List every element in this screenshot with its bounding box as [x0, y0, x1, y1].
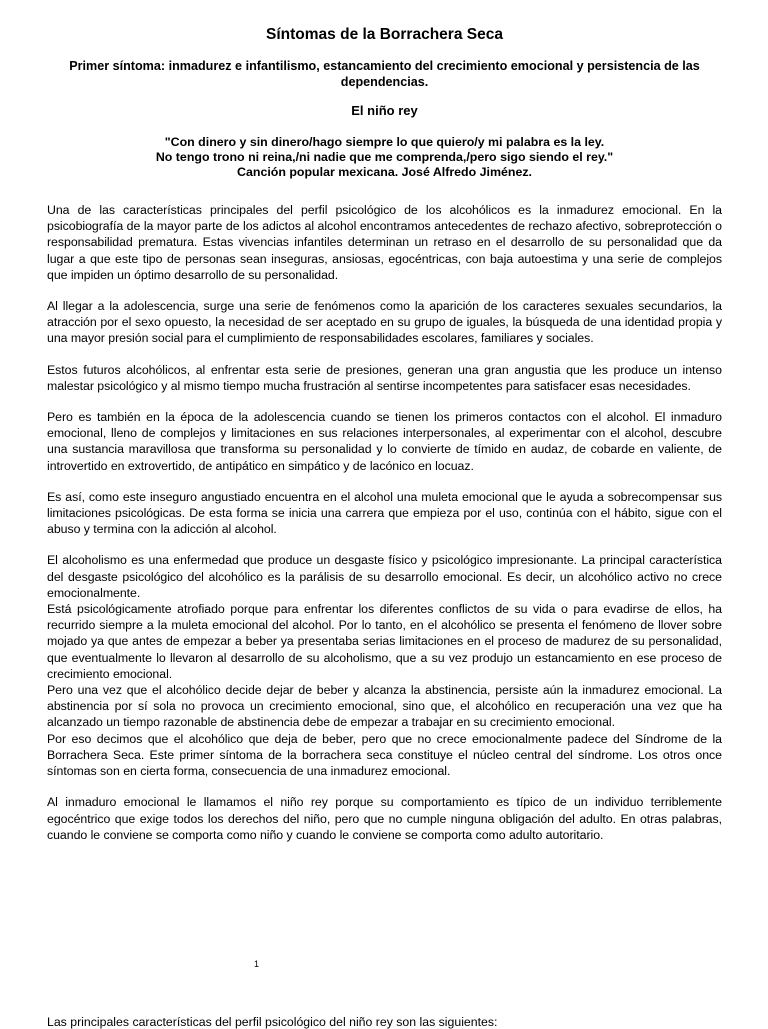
document-body — [47, 202, 722, 843]
paragraph: Es así, como este inseguro angustiado encuentra en el alcohol una muleta emocional que le ayuda a sobrecompensar sus limitaciones psicológicas. De esta forma se inicia una carrera que empieza por el uso, continúa con el hábito, sigue con el abuso y termina con la adicción al alcohol. — [47, 489, 722, 537]
paragraph: Al llegar a la adolescencia, surge una serie de fenómenos como la aparición de los caracteres sexuales secundarios, la atracción por el sexo opuesto, la necesidad de ser aceptado en su grupo de iguales, la búsqueda de una identidad propia y una mayor presión social para el cumplimiento de responsabilidades escolares, familiares y sociales. — [47, 299, 722, 346]
paragraph: Está psicológicamente atrofiado porque para enfrentar los diferentes conflictos de su vida o para evadirse de ellos, ha recurrido siempre a la muleta emocional del alcohol. Por lo tanto, en el alcohólico se presenta el fenómeno de llover sobre mojado ya que antes de empezar a beber ya presentaba serias limitaciones en el proceso de madurez de su personalidad, que eventualmente lo llevaron al desarrollo de su alcoholismo, que a su vez produjo un estancamiento en ese proceso de crecimiento emocional. — [47, 602, 722, 681]
next-page-text: Las principales características del perfil psicológico del niño rey son las siguientes: — [47, 1015, 498, 1029]
page-number: 1 — [254, 959, 260, 969]
paragraph: El alcoholismo es una enfermedad que produce un desgaste físico y psicológico impresionante. La principal característica del desgaste psicológico del alcohólico es la parálisis de su desarrollo emocional. Es decir, un alcohólico activo no crece emocionalmente. — [47, 553, 722, 600]
document-page — [47, 22, 722, 843]
section-title: El niño rey — [351, 103, 418, 118]
epigraph-quote — [47, 135, 722, 180]
paragraph: Estos futuros alcohólicos, al enfrentar esta serie de presiones, generan una gran angustia que les produce un intenso malestar psicológico y al mismo tiempo mucha frustración al sentirse incompetentes para satisfacer esas necesidades. — [47, 362, 722, 393]
paragraph: Pero una vez que el alcohólico decide dejar de beber y alcanza la abstinencia, persiste aún la inmadurez emocional. La abstinencia por sí sola no provoca un crecimiento emocional, sino que, el alcohólico en recuperación una vez que ha alcanzado un tiempo razonable de abstinencia debe de empezar a trabajar en su crecimiento emocional. — [47, 683, 722, 730]
document-subtitle: Primer síntoma: inmadurez e infantilismo, estancamiento del crecimiento emocional y persistencia de las dependencias. — [69, 59, 700, 89]
quote-attribution: Canción popular mexicana. José Alfredo Jiménez. — [237, 165, 532, 179]
paragraph: Pero es también en la época de la adolescencia cuando se tienen los primeros contactos con el alcohol. El inmaduro emocional, lleno de complejos y limitaciones en sus relaciones interpersonales, al experimentar con el alcohol, descubre una sustancia maravillosa que transforma su personalidad y lo convierte de tímido en audaz, de cobarde en valiente, de introvertido en extrovertido, de antipático en simpático y de lacónico en locuaz. — [47, 410, 722, 473]
quote-line: "Con dinero y sin dinero/hago siempre lo que quiero/y mi palabra es la ley. — [164, 135, 605, 149]
paragraph: Al inmaduro emocional le llamamos el niño rey porque su comportamiento es típico de un individuo terriblemente egocéntrico que exige todos los derechos del niño, pero que no cumple ninguna obligación del adulto. En otras palabras, cuando le conviene se comporta como niño y cuando le conviene se comporta como adulto autoritario. — [47, 795, 722, 842]
paragraph: Por eso decimos que el alcohólico que deja de beber, pero que no crece emocionalmente padece del Síndrome de la Borrachera Seca. Este primer síntoma de la borrachera seca constituye el núcleo central del síndrome. Los otros once síntomas son en cierta forma, consecuencia de una inmadurez emocional. — [47, 731, 722, 779]
document-title: Síntomas de la Borrachera Seca — [266, 26, 503, 43]
quote-line: No tengo trono ni reina,/ni nadie que me comprenda,/pero sigo siendo el rey." — [155, 150, 614, 164]
paragraph: Una de las características principales del perfil psicológico de los alcohólicos es la inmadurez emocional. En la psicobiografía de la mayor parte de los adictos al alcohol encontramos antecedentes de rechazo afectivo, sobreprotección o responsabilidad prematura. Estas vivencias infantiles determinan un retraso en el desarrollo de su personalidad que da lugar a que este tipo de personas sean inseguras, ansiosas, egocéntricas, con baja autoestima y una serie de complejos que impiden un óptimo desarrollo de su personalidad. — [47, 203, 722, 282]
